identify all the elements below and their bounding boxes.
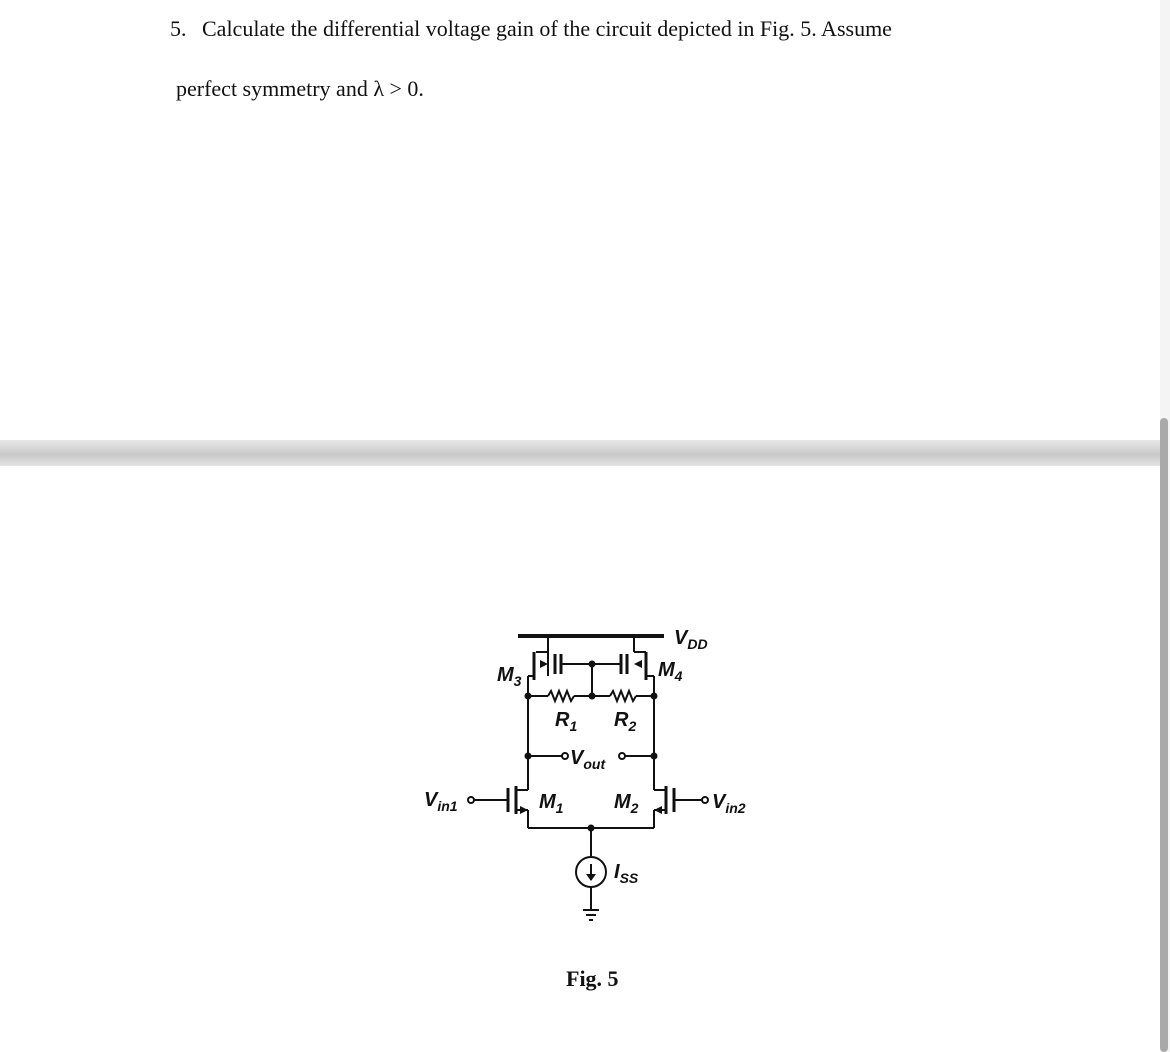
question-text-1: Calculate the differential voltage gain of the circuit depicted in Fig. 5. Assume: [202, 16, 892, 41]
m3-label: $M_3$: [497, 664, 522, 689]
vin2-label: $V_{in2}$: [712, 791, 746, 816]
question-text-2: perfect symmetry and λ > 0.: [176, 76, 424, 101]
m1-label: $M_1$: [539, 791, 564, 816]
figure-caption: Fig. 5: [566, 966, 619, 991]
r1-label: $R_1$: [555, 709, 578, 734]
scrollbar-thumb[interactable]: [1160, 418, 1168, 1052]
vout-label: $V_{out}$: [570, 747, 606, 772]
r2-label: $R_2$: [614, 709, 637, 734]
m2-label: $M_2$: [614, 791, 639, 816]
m4-label: $M_4$: [658, 659, 683, 684]
iss-label: $I_{SS}$: [614, 861, 639, 886]
vdd-label: $V_{DD}$: [674, 627, 708, 652]
question-number: 5.: [170, 16, 187, 41]
vin1-label: $V_{in1}$: [424, 789, 458, 814]
